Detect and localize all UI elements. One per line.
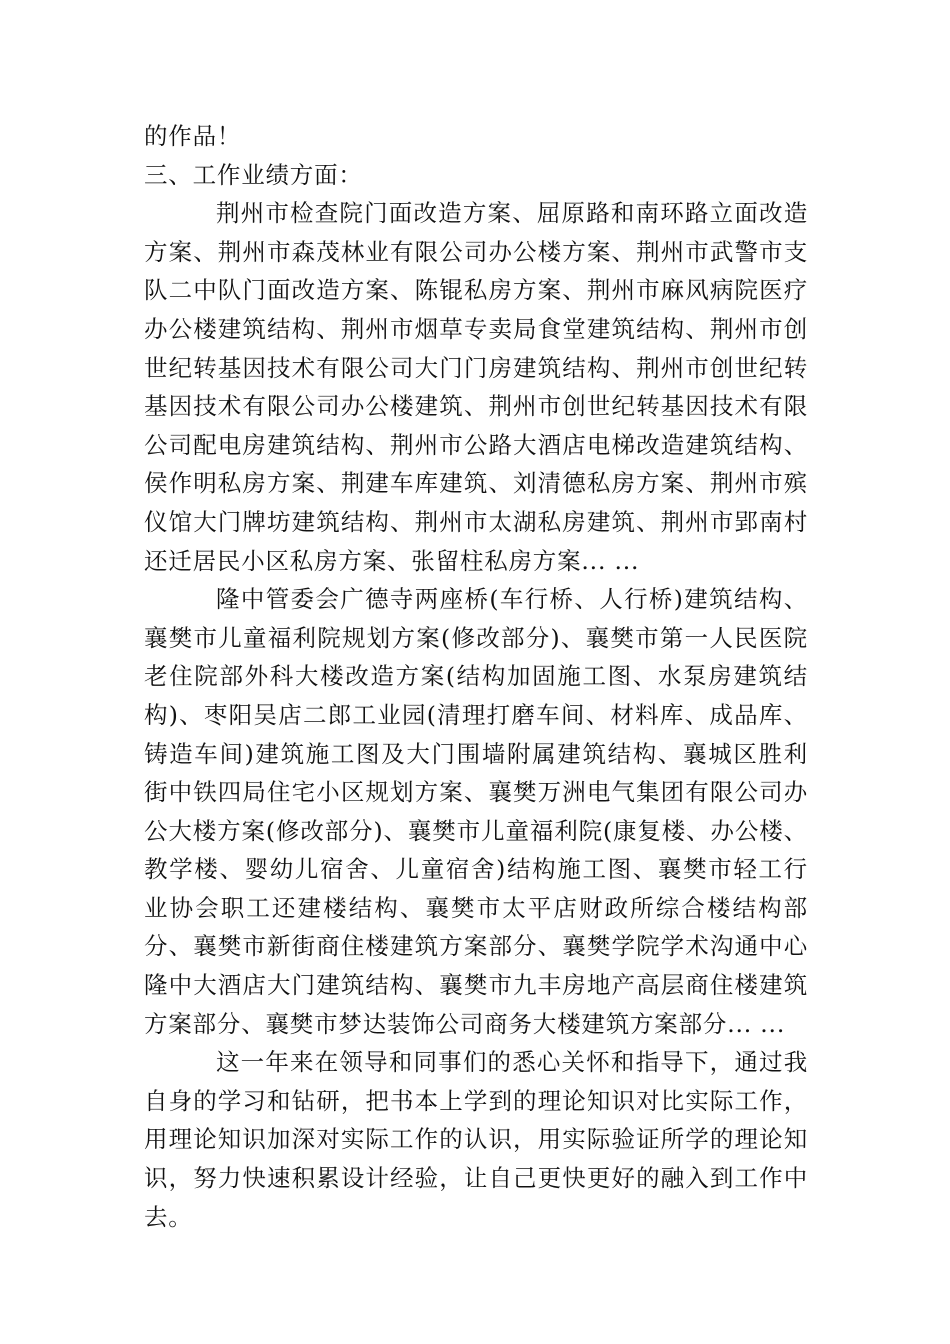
paragraph-jingzhou-projects: 荆州市检查院门面改造方案、屈原路和南环路立面改造方案、荆州市森茂林业有限公司办公楼方案、荆州市武警市支队二中队门面改造方案、陈锟私房方案、荆州市麻风病院医疗办公楼建筑结构、荆州市烟草专卖局食堂建筑结构、荆州市创世纪转基因技术有限公司大门门房建筑结构、荆州市创世纪转基因技术有限公司办公楼建筑、荆州市创世纪转基因技术有限公司配电房建筑结构、荆州市公路大酒店电梯改造建筑结构、侯作明私房方案、荆建车库建筑、刘清德私房方案、荆州市殡仪馆大门牌坊建筑结构、荆州市太湖私房建筑、荆州市郢南村还迁居民小区私房方案、张留柱私房方案... ...: [144, 199, 808, 575]
paragraph-summary: 这一年来在领导和同事们的悉心关怀和指导下，通过我自身的学习和钻研，把书本上学到的理论知识对比实际工作，用理论知识加深对实际工作的认识，用实际验证所学的理论知识，努力快速积累设计经验，让自己更快更好的融入到工作中去。: [144, 1048, 808, 1231]
document-page: [144, 117, 808, 1236]
section-heading: 三、工作业绩方面：: [144, 160, 363, 189]
paragraph-xiangfan-projects: 隆中管委会广德寺两座桥(车行桥、人行桥)建筑结构、襄樊市儿童福利院规划方案(修改部分)、襄樊市第一人民医院老住院部外科大楼改造方案(结构加固施工图、水泵房建筑结构)、枣阳吴店二郎工业园(清理打磨车间、材料库、成品库、铸造车间)建筑施工图及大门围墙附属建筑结构、襄城区胜利街中铁四局住宅小区规划方案、襄樊万洲电气集团有限公司办公大楼方案(修改部分)、襄樊市儿童福利院(康复楼、办公楼、教学楼、婴幼儿宿舍、儿童宿舍)结构施工图、襄樊市轻工行业协会职工还建楼结构、襄樊市太平店财政所综合楼结构部分、襄樊市新街商住楼建筑方案部分、襄樊学院学术沟通中心隆中大酒店大门建筑结构、襄樊市九丰房地产高层商住楼建筑方案部分、襄樊市梦达装饰公司商务大楼建筑方案部分... ...: [144, 585, 808, 1038]
continuation-text: 的作品！: [144, 122, 242, 150]
